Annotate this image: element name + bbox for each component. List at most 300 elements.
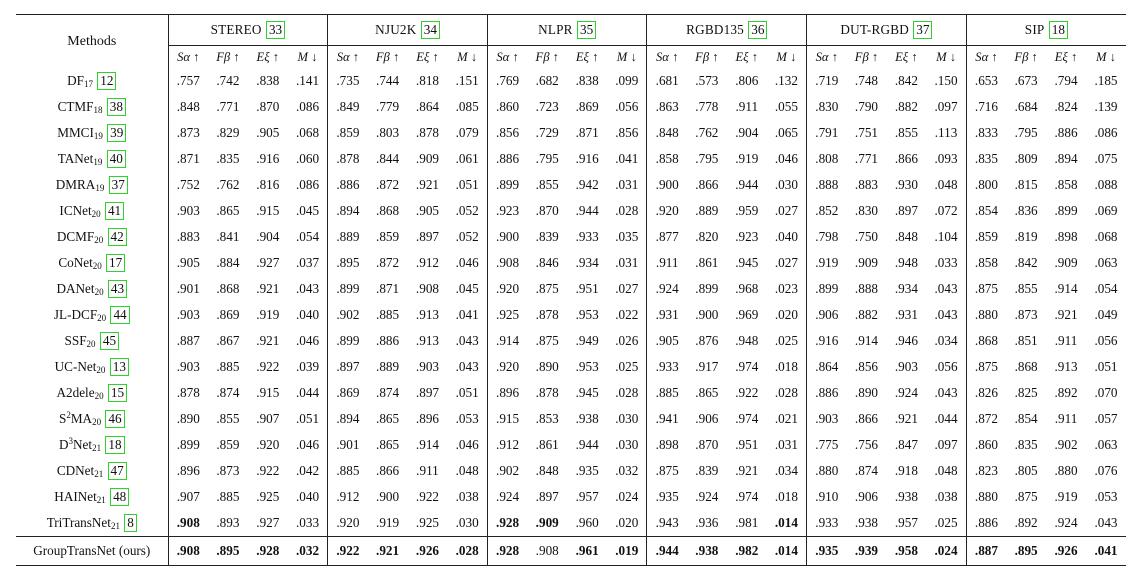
metric-value-cell: .046 xyxy=(447,432,487,458)
metric-value-cell: .935 xyxy=(575,463,599,478)
metric-value-cell: .924 xyxy=(695,489,719,504)
metric-value-cell: .922 xyxy=(415,489,439,504)
metric-value-cell: .893 xyxy=(216,514,240,530)
metric-value-cell: .874 xyxy=(376,385,400,400)
metric-value-cell: .742 xyxy=(216,73,240,88)
metric-value-cell: .911 xyxy=(735,99,759,114)
metric-value-cell: .894 xyxy=(1054,151,1078,166)
dataset-header xyxy=(807,15,967,46)
metric-value-cell: .938 xyxy=(575,411,599,426)
metric-value-cell: .890 xyxy=(854,385,878,400)
metric-value-cell: .880 xyxy=(974,489,998,504)
metric-value-cell: .898 xyxy=(655,437,679,452)
metric-value-cell: .835 xyxy=(1014,437,1038,452)
metric-value-cell: .903 xyxy=(176,203,200,218)
metric-arrow: ↑ xyxy=(233,49,240,64)
metric-value-cell: .930 xyxy=(894,177,918,192)
metric-value-cell: .719 xyxy=(815,73,839,88)
metric-value-cell: .800 xyxy=(974,177,998,192)
metric-arrow: ↓ xyxy=(949,49,957,64)
method-year-subscript: 20 xyxy=(96,365,106,375)
metric-arrow: ↑ xyxy=(432,49,439,64)
metric-value-cell: .870 xyxy=(695,437,719,452)
method-name: TANet xyxy=(57,151,94,166)
metric-value-cell: .944 xyxy=(647,536,687,565)
metric-value-cell: .886 xyxy=(376,333,400,348)
metric-value-cell: .014 xyxy=(767,510,807,536)
metric-value-cell: .848 xyxy=(176,99,200,114)
metric-value-cell: .899 xyxy=(336,281,360,296)
metric-value-cell: .905 xyxy=(655,333,679,348)
metric-value-cell: .982 xyxy=(727,536,767,565)
metric-value-cell: .899 xyxy=(496,177,520,192)
metric-value-cell: .887 xyxy=(966,536,1006,565)
metric-value-cell: .935 xyxy=(807,536,847,565)
citation-ref: 44 xyxy=(110,306,129,324)
metric-value-cell: .925 xyxy=(415,514,439,530)
metric-value-cell: .981 xyxy=(735,514,759,530)
metric-value-cell: .150 xyxy=(926,68,966,94)
metric-value-cell: .916 xyxy=(575,151,599,166)
metric-value-cell: .779 xyxy=(376,99,400,114)
table-row xyxy=(16,354,1126,380)
metric-value-cell: .054 xyxy=(288,224,328,250)
metric-value-cell: .915 xyxy=(496,411,520,426)
table-row xyxy=(16,302,1126,328)
method-year-subscript: 21 xyxy=(110,520,120,531)
metric-value-cell: .075 xyxy=(1094,151,1118,166)
metric-value-cell: .908 xyxy=(496,255,520,270)
metric-value-cell: .854 xyxy=(974,203,998,218)
metric-value-cell: .855 xyxy=(894,125,918,140)
citation-ref: 40 xyxy=(107,150,126,168)
metric-value-cell: .957 xyxy=(894,514,918,530)
metric-value-cell: .735 xyxy=(336,73,360,88)
dataset-header xyxy=(168,15,328,46)
metric-value-cell: .044 xyxy=(926,406,966,432)
metric-value-cell: .886 xyxy=(815,385,839,400)
metric-value-cell: .040 xyxy=(767,224,807,250)
metric-value-cell: .924 xyxy=(496,489,520,504)
metric-value-cell: .913 xyxy=(415,333,439,348)
metric-symbol: M xyxy=(936,49,947,64)
metric-value-cell: .132 xyxy=(767,68,807,94)
method-name-cell xyxy=(16,354,168,380)
metric-value-cell: .025 xyxy=(607,354,647,380)
metric-value-cell: .922 xyxy=(256,359,280,374)
table-row xyxy=(16,458,1126,484)
metric-value-cell: .048 xyxy=(926,172,966,198)
metric-value-cell: .948 xyxy=(735,333,759,348)
metric-symbol: Eξ xyxy=(575,49,589,64)
metric-value-cell: .909 xyxy=(415,151,439,166)
metric-value-cell: .818 xyxy=(415,73,439,88)
method-name-suffix: Net xyxy=(73,437,93,452)
metric-value-cell: .820 xyxy=(695,229,719,244)
metric-value-cell: .911 xyxy=(416,463,439,478)
metric-header-row xyxy=(16,46,1126,69)
metric-value-cell: .886 xyxy=(1054,125,1078,140)
metric-value-cell: .072 xyxy=(926,198,966,224)
metric-arrow: ↑ xyxy=(712,49,719,64)
metric-value-cell: .889 xyxy=(336,229,360,244)
metric-value-cell: .903 xyxy=(894,359,918,374)
metric-value-cell: .878 xyxy=(535,307,559,322)
method-name-cell xyxy=(16,536,168,565)
metric-value-cell: .951 xyxy=(735,437,759,452)
metric-symbol: Fβ xyxy=(535,49,550,64)
dataset-header-row xyxy=(16,15,1126,46)
metric-value-cell: .805 xyxy=(1014,463,1038,478)
metric-value-cell: .854 xyxy=(1014,411,1038,426)
metric-value-cell: .855 xyxy=(216,411,240,426)
metric-value-cell: .895 xyxy=(336,255,360,270)
metric-symbol: Eξ xyxy=(895,49,909,64)
metric-value-cell: .912 xyxy=(415,255,439,270)
metric-value-cell: .885 xyxy=(216,359,240,374)
metric-value-cell: .908 xyxy=(168,536,208,565)
table-row xyxy=(16,484,1126,510)
citation-ref: 42 xyxy=(108,228,127,246)
metric-header xyxy=(607,46,647,69)
metric-value-cell: .907 xyxy=(176,489,200,504)
metric-value-cell: .968 xyxy=(735,281,759,296)
metric-value-cell: .872 xyxy=(376,177,400,192)
metric-value-cell: .865 xyxy=(216,203,240,218)
metric-value-cell: .885 xyxy=(216,489,240,504)
metric-value-cell: .921 xyxy=(368,536,408,565)
metric-value-cell: .866 xyxy=(376,463,400,478)
metric-value-cell: .043 xyxy=(288,276,328,302)
metric-value-cell: .915 xyxy=(256,385,280,400)
metric-symbol: Fβ xyxy=(1014,49,1029,64)
metric-value-cell: .892 xyxy=(1054,385,1078,400)
table-row xyxy=(16,250,1126,276)
metric-value-cell: .043 xyxy=(926,276,966,302)
metric-value-cell: .027 xyxy=(767,250,807,276)
metric-value-cell: .903 xyxy=(176,359,200,374)
citation-ref: 8 xyxy=(124,514,137,532)
metric-value-cell: .875 xyxy=(535,333,559,348)
metric-symbol: Sα xyxy=(656,49,669,64)
method-name-cell xyxy=(16,198,168,224)
metric-value-cell: .899 xyxy=(336,333,360,348)
metric-value-cell: .873 xyxy=(1014,307,1038,322)
table-row xyxy=(16,432,1126,458)
metric-value-cell: .926 xyxy=(1046,536,1086,565)
table-row xyxy=(16,146,1126,172)
metric-value-cell: .880 xyxy=(815,463,839,478)
metric-value-cell: .867 xyxy=(216,333,240,348)
metric-value-cell: .025 xyxy=(767,328,807,354)
method-superscript: 2 xyxy=(66,410,71,420)
metric-value-cell: .028 xyxy=(447,536,487,565)
metric-value-cell: .905 xyxy=(415,203,439,218)
metric-value-cell: .748 xyxy=(854,73,878,88)
metric-value-cell: .943 xyxy=(655,514,679,530)
dataset-name: NLPR xyxy=(538,22,573,37)
metric-value-cell: .934 xyxy=(894,281,918,296)
metric-value-cell: .795 xyxy=(695,151,719,166)
metric-value-cell: .868 xyxy=(974,333,998,348)
metric-value-cell: .099 xyxy=(607,68,647,94)
metric-value-cell: .904 xyxy=(735,125,759,140)
metric-value-cell: .038 xyxy=(447,484,487,510)
metric-value-cell: .931 xyxy=(655,307,679,322)
table-row xyxy=(16,536,1126,565)
metric-value-cell: .938 xyxy=(894,489,918,504)
metric-value-cell: .859 xyxy=(336,125,360,140)
metric-value-cell: .823 xyxy=(974,463,998,478)
metric-value-cell: .139 xyxy=(1094,99,1118,114)
citation-ref: 17 xyxy=(106,254,125,272)
metric-value-cell: .882 xyxy=(854,307,878,322)
metric-value-cell: .723 xyxy=(535,99,559,114)
metric-value-cell: .931 xyxy=(894,307,918,322)
metric-value-cell: .897 xyxy=(415,385,439,400)
dataset-header xyxy=(328,15,488,46)
method-name: S xyxy=(58,411,67,426)
metric-value-cell: .858 xyxy=(1054,177,1078,192)
metric-value-cell: .716 xyxy=(974,99,998,114)
metric-header xyxy=(886,46,926,69)
method-name: ICNet xyxy=(59,203,92,218)
metric-value-cell: .021 xyxy=(767,406,807,432)
metric-value-cell: .839 xyxy=(695,463,719,478)
metric-header xyxy=(1046,46,1086,69)
metric-value-cell: .835 xyxy=(974,151,998,166)
metric-value-cell: .030 xyxy=(767,172,807,198)
metric-value-cell: .909 xyxy=(854,255,878,270)
metric-value-cell: .921 xyxy=(256,333,280,348)
metric-value-cell: .921 xyxy=(1054,307,1078,322)
metric-value-cell: .849 xyxy=(336,99,360,114)
metric-header xyxy=(208,46,248,69)
citation-ref: 36 xyxy=(748,21,767,39)
metric-value-cell: .948 xyxy=(894,255,918,270)
metric-value-cell: .895 xyxy=(208,536,248,565)
metric-value-cell: .830 xyxy=(815,99,839,114)
metric-value-cell: .040 xyxy=(288,302,328,328)
metric-value-cell: .775 xyxy=(815,437,839,452)
metric-value-cell: .903 xyxy=(815,411,839,426)
method-name-cell xyxy=(16,250,168,276)
metric-value-cell: .856 xyxy=(496,125,520,140)
metric-value-cell: .969 xyxy=(735,307,759,322)
metric-value-cell: .673 xyxy=(1014,73,1038,88)
citation-ref: 37 xyxy=(913,21,932,39)
metric-value-cell: .875 xyxy=(974,281,998,296)
metric-value-cell: .070 xyxy=(1094,385,1118,400)
method-year-subscript: 19 xyxy=(93,131,103,141)
metric-arrow: ↑ xyxy=(1070,49,1078,64)
metric-value-cell: .065 xyxy=(767,120,807,146)
metric-symbol: M xyxy=(776,49,787,64)
metric-symbol: M xyxy=(1096,49,1107,64)
metric-value-cell: .038 xyxy=(926,484,966,510)
metric-value-cell: .093 xyxy=(926,146,966,172)
metric-value-cell: .051 xyxy=(447,172,487,198)
metric-value-cell: .653 xyxy=(974,73,998,88)
metric-value-cell: .028 xyxy=(607,380,647,406)
citation-ref: 46 xyxy=(105,410,124,428)
metric-value-cell: .922 xyxy=(735,385,759,400)
metric-symbol: M xyxy=(457,49,468,64)
metric-value-cell: .878 xyxy=(535,385,559,400)
metric-value-cell: .909 xyxy=(1054,255,1078,270)
metric-value-cell: .919 xyxy=(256,307,280,322)
metric-value-cell: .833 xyxy=(974,125,998,140)
metric-value-cell: .933 xyxy=(815,514,839,530)
metric-value-cell: .933 xyxy=(575,229,599,244)
citation-ref: 45 xyxy=(100,332,119,350)
metric-value-cell: .941 xyxy=(655,411,679,426)
citation-ref: 12 xyxy=(97,72,116,90)
method-year-subscript: 21 xyxy=(94,469,104,479)
metric-header xyxy=(567,46,607,69)
metric-value-cell: .919 xyxy=(735,151,759,166)
metric-value-cell: .052 xyxy=(447,224,487,250)
method-name: A2dele xyxy=(56,385,95,400)
metric-value-cell: .853 xyxy=(535,411,559,426)
metric-value-cell: .883 xyxy=(854,177,878,192)
metric-value-cell: .875 xyxy=(974,359,998,374)
metric-value-cell: .806 xyxy=(735,73,759,88)
metric-value-cell: .815 xyxy=(1014,177,1038,192)
metric-arrow: ↓ xyxy=(470,49,478,64)
citation-ref: 33 xyxy=(266,21,285,39)
metric-value-cell: .904 xyxy=(256,229,280,244)
metric-value-cell: .922 xyxy=(328,536,368,565)
dataset-name: STEREO xyxy=(210,22,262,37)
metric-value-cell: .085 xyxy=(447,94,487,120)
metric-value-cell: .900 xyxy=(695,307,719,322)
citation-ref: 18 xyxy=(1049,21,1068,39)
metric-value-cell: .942 xyxy=(575,177,599,192)
metric-value-cell: .809 xyxy=(1014,151,1038,166)
metric-value-cell: .830 xyxy=(854,203,878,218)
metric-value-cell: .858 xyxy=(655,151,679,166)
metric-value-cell: .907 xyxy=(256,411,280,426)
metric-value-cell: .035 xyxy=(607,224,647,250)
metric-value-cell: .921 xyxy=(894,411,918,426)
metric-symbol: Sα xyxy=(177,49,190,64)
metric-value-cell: .573 xyxy=(695,73,719,88)
metric-value-cell: .914 xyxy=(1054,281,1078,296)
metric-value-cell: .921 xyxy=(735,463,759,478)
metric-value-cell: .872 xyxy=(376,255,400,270)
metric-value-cell: .878 xyxy=(336,151,360,166)
citation-ref: 38 xyxy=(107,98,126,116)
metric-value-cell: .889 xyxy=(376,359,400,374)
metric-value-cell: .944 xyxy=(735,177,759,192)
dataset-header xyxy=(647,15,807,46)
metric-arrow: ↑ xyxy=(831,49,838,64)
metric-value-cell: .878 xyxy=(415,125,439,140)
metric-header xyxy=(447,46,487,69)
metric-value-cell: .771 xyxy=(216,99,240,114)
metric-value-cell: .043 xyxy=(926,302,966,328)
metric-value-cell: .048 xyxy=(447,458,487,484)
metric-value-cell: .924 xyxy=(1054,514,1078,530)
metric-value-cell: .042 xyxy=(288,458,328,484)
metric-value-cell: .880 xyxy=(974,307,998,322)
citation-ref: 18 xyxy=(105,436,124,454)
metric-value-cell: .043 xyxy=(447,328,487,354)
metric-value-cell: .069 xyxy=(1094,203,1118,218)
metric-value-cell: .902 xyxy=(336,307,360,322)
method-name: UC-Net xyxy=(54,359,97,374)
metric-value-cell: .855 xyxy=(1014,281,1038,296)
method-year-subscript: 20 xyxy=(92,261,102,271)
metric-value-cell: .869 xyxy=(575,99,599,114)
metric-value-cell: .859 xyxy=(974,229,998,244)
metric-value-cell: .886 xyxy=(336,177,360,192)
metric-value-cell: .911 xyxy=(655,255,679,270)
metric-value-cell: .851 xyxy=(1014,333,1038,348)
metric-value-cell: .051 xyxy=(447,380,487,406)
method-year-subscript: 19 xyxy=(95,183,105,193)
method-superscript: 3 xyxy=(68,436,74,446)
metric-value-cell: .048 xyxy=(926,458,966,484)
metric-value-cell: .860 xyxy=(974,437,998,452)
citation-ref: 43 xyxy=(108,280,127,298)
table-row xyxy=(16,198,1126,224)
metric-value-cell: .097 xyxy=(926,432,966,458)
metric-value-cell: .924 xyxy=(655,281,679,296)
dataset-header xyxy=(966,15,1126,46)
metric-value-cell: .916 xyxy=(256,151,280,166)
citation-ref: 48 xyxy=(110,488,129,506)
metric-value-cell: .912 xyxy=(336,489,360,504)
metric-value-cell: .912 xyxy=(496,437,520,452)
metric-value-cell: .882 xyxy=(894,99,918,114)
metric-value-cell: .914 xyxy=(854,333,878,348)
metric-value-cell: .889 xyxy=(695,203,719,218)
metric-arrow: ↑ xyxy=(512,49,519,64)
metric-value-cell: .869 xyxy=(216,307,240,322)
method-year-subscript: 17 xyxy=(83,79,93,89)
metric-value-cell: .871 xyxy=(176,151,200,166)
metric-value-cell: .076 xyxy=(1094,463,1118,478)
metric-value-cell: .958 xyxy=(886,536,926,565)
metric-value-cell: .034 xyxy=(767,458,807,484)
metric-value-cell: .023 xyxy=(767,276,807,302)
metric-value-cell: .771 xyxy=(854,151,878,166)
metric-value-cell: .018 xyxy=(767,354,807,380)
metric-value-cell: .045 xyxy=(288,198,328,224)
metric-value-cell: .923 xyxy=(735,229,759,244)
metric-value-cell: .921 xyxy=(415,177,439,192)
metric-value-cell: .871 xyxy=(376,281,400,296)
metric-value-cell: .838 xyxy=(256,73,280,88)
metric-value-cell: .906 xyxy=(815,307,839,322)
metric-value-cell: .852 xyxy=(815,203,839,218)
method-name-cell xyxy=(16,406,168,432)
dataset-name: DUT-RGBD xyxy=(840,22,909,37)
metric-header xyxy=(966,46,1006,69)
metric-value-cell: .890 xyxy=(535,359,559,374)
metric-arrow: ↑ xyxy=(1031,49,1038,64)
metric-value-cell: .729 xyxy=(535,125,559,140)
metric-value-cell: .920 xyxy=(655,203,679,218)
metric-value-cell: .046 xyxy=(288,432,328,458)
metric-value-cell: .798 xyxy=(815,229,839,244)
metric-arrow: ↑ xyxy=(871,49,879,64)
metric-value-cell: .899 xyxy=(176,437,200,452)
method-name: MMCI xyxy=(57,125,94,140)
metric-value-cell: .043 xyxy=(926,380,966,406)
